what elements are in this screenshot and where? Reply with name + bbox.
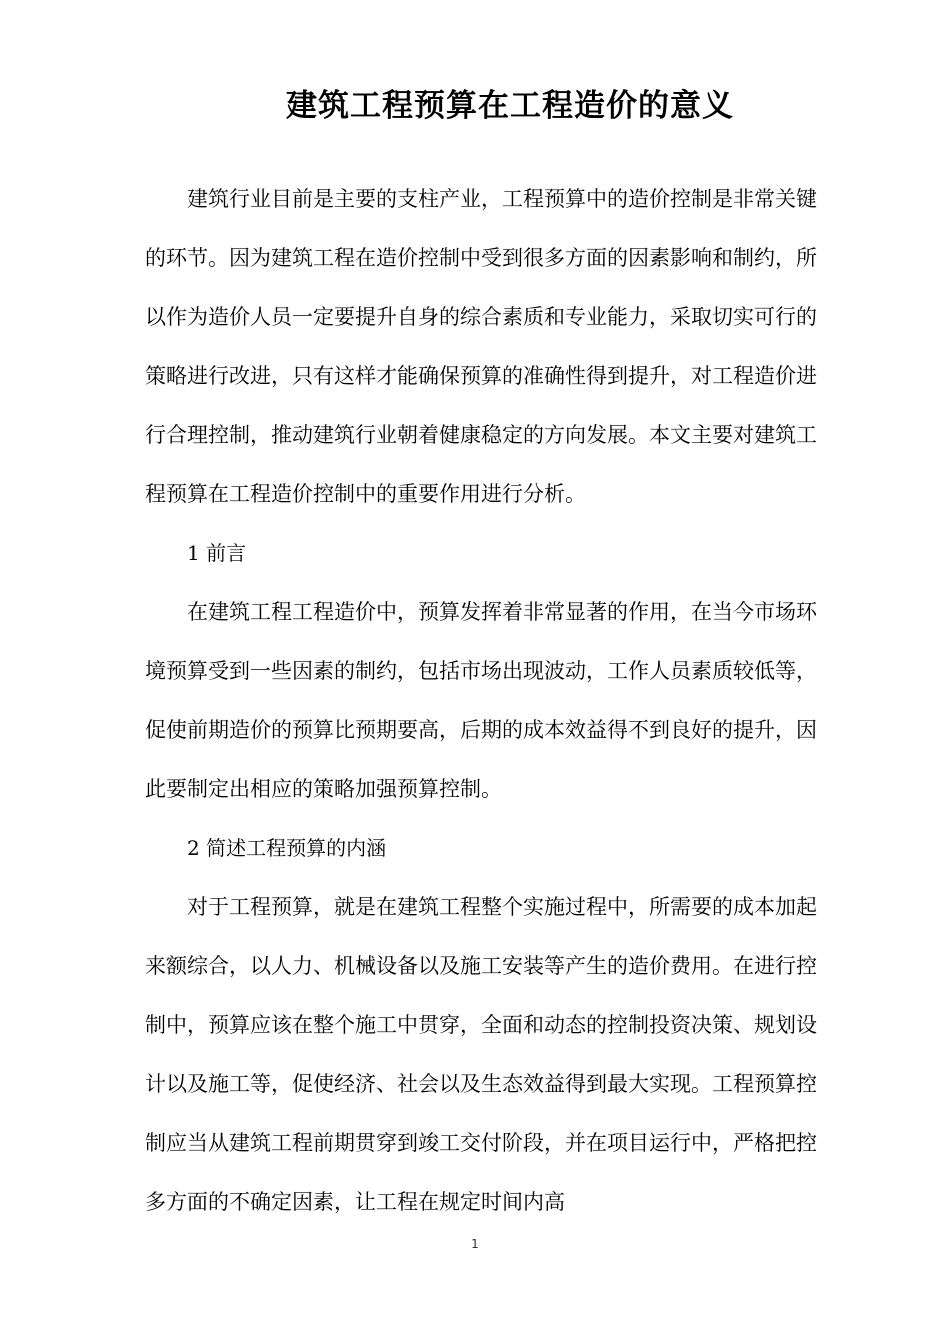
section-heading-budget-connotation: 2 简述工程预算的内涵	[187, 836, 387, 860]
paragraph-budget-connotation: 对于工程预算，就是在建筑工程整个实施过程中，所需要的成本加起来额综合，以人力、机械设备以及施工安装等产生的造价费用。在进行控制中，预算应该在整个施工中贯穿，全面和动态的控制投资决策、规划设计以及施工等，促使经济、社会以及生态效益得到最大实现。工程预算控制应当从建筑工程前期贯穿到竣工交付阶段，并在项目运行中，严格把控多方面的不确定因素，让工程在规定时间内高	[145, 895, 817, 1214]
paragraph-preface: 在建筑工程工程造价中，预算发挥着非常显著的作用，在当今市场环境预算受到一些因素的制约，包括市场出现波动，工作人员素质较低等，促使前期造价的预算比预期要高，后期的成本效益得不到良好的提升，因此要制定出相应的策略加强预算控制。	[145, 600, 817, 801]
paragraph-intro: 建筑行业目前是主要的支柱产业，工程预算中的造价控制是非常关键的环节。因为建筑工程在造价控制中受到很多方面的因素影响和制约，所以作为造价人员一定要提升自身的综合素质和专业能力，采取切实可行的策略进行改进，只有这样才能确保预算的准确性得到提升，对工程造价进行合理控制，推动建筑行业朝着健康稳定的方向发展。本文主要对建筑工程预算在工程造价控制中的重要作用进行分析。	[145, 187, 817, 506]
document-body	[145, 170, 817, 1232]
document-title: 建筑工程预算在工程造价的意义	[286, 88, 734, 124]
page-number: 1	[471, 1237, 479, 1251]
section-heading-preface: 1 前言	[187, 541, 247, 565]
